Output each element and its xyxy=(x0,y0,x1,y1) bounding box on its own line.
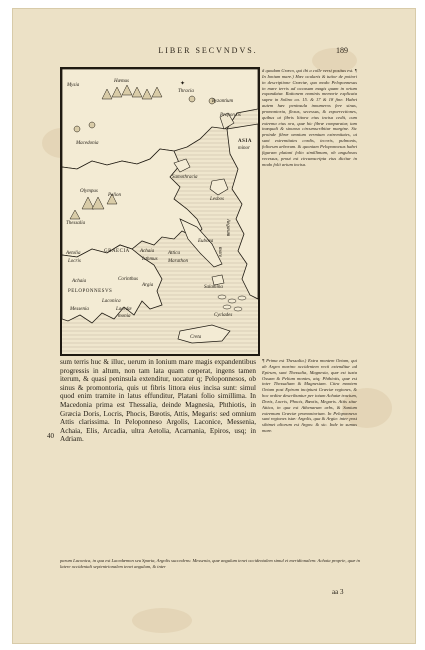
map-label-achaia-pelop: Achaia xyxy=(72,279,87,284)
map-label-pelion: Pelion xyxy=(108,193,122,198)
map-label-asia: ASIA xyxy=(238,139,252,144)
map-label-peloponnesus: PELOPONNESVS xyxy=(68,289,113,294)
running-head: LIBER SECVNDVS. xyxy=(158,46,258,55)
map-drawing xyxy=(62,69,258,354)
map-label-macedonia: Macedonia xyxy=(76,141,99,146)
line-number-marker: 40 xyxy=(47,432,54,440)
map-label-corinthus: Corinthus xyxy=(118,277,139,282)
map-label-thracia: Thracia xyxy=(178,89,194,94)
commentary-lower: ¶ Prima est Thessalia.) Extra montem Oetam, qui ab Argeo marino occidentem recti extenditur ad Epirum, sunt Thessalia, Magnesia, quæ est iuxta Ossam & Pelium montes, atq; Phthiotis, quæ est inter Thessaliam & Magnesiam. Citra montem Oetam post Epirum incipiunt Græciæ regiones, & hoc ordine describuntur per totum Achaiæ tractum, Doris, Locris, Phocis, Bœotis, Megaris. Attis situr Attica, in qua est Athenarum urbs, & Sunium extremum Græciæ promontorium. In Peloponneso sunt regiones istæ: Argolis, qua & Argia: inter post sibimet aliorum est Argos: & sic. Inde in sumus mare. xyxy=(262,358,357,434)
map-label-messenia: Messenia xyxy=(70,307,89,312)
map-label-haemus: Hæmus xyxy=(114,79,130,84)
map-label-argia: Argia xyxy=(142,283,154,288)
island-salamina xyxy=(212,275,224,285)
map-label-asia-minor: minor xyxy=(238,146,250,151)
map-label-locris: Locris xyxy=(68,259,81,264)
map-label-propontis: Propon tis xyxy=(220,113,241,118)
map-label-olympus: Olympus xyxy=(80,189,98,194)
woodcut-map-of-greece xyxy=(60,67,260,356)
map-label-laconica: Laconica xyxy=(102,299,121,304)
map-label-monia: monia xyxy=(118,314,131,319)
map-label-creta: Creta xyxy=(190,335,202,340)
map-label-cyclades: Cyclades xyxy=(214,313,233,318)
commentary-footer: parum Laconica, in qua est Lacedæmon seu Sparta, Argolis succedens: Messenia, quæ angulum tenet occidentalem simul et meridionalem: Achaia proprie, quæ in latere occidentali septentrionalem tenet angulum, & inter xyxy=(60,558,360,569)
map-label-byzantium: Byzantium xyxy=(212,99,234,104)
map-label-lesbos: Lesbos xyxy=(210,197,224,202)
page-number: 189 xyxy=(336,46,348,55)
map-label-samothracia: Samothracia xyxy=(172,175,198,180)
map-label-aetolia: Aetolia xyxy=(66,251,81,256)
map-label-euboea: Euboea xyxy=(198,239,214,244)
main-body-text: sum terris huc & illuc, uerum in Ionium mare magis expandentibus progressis in altum, non tam lata quam cœperat, ingens tamen iterum, & quasi peninsula extenditur, uocatur q; Peloponnesos, ob sinus & promontoria, quis ut fibris littora eius incisa sunt: simul quod enim tramite in latus effunditur, Platani folio simillima. In Macedonia prima est Thessalia, deinde Magnesia, Phthiotis, in Græcia Doris, Locris, Phocis, Bœotis, Attis, Megaris: sed omnium Attis clarissima. In Peloponneso Argolis, Laconice, Messenia, Achaia, Elis, Arcadia, ultra Aetolia, Acarnania, Epiros, usq; in Adriam. xyxy=(60,358,256,444)
map-label-isthmus: Isthmus xyxy=(142,257,158,262)
map-label-marathon: Marathon xyxy=(168,259,188,264)
map-label-mysia: Mysia xyxy=(67,83,80,88)
map-label-achaia: Achaia xyxy=(140,249,155,254)
map-label-mare: mare xyxy=(217,247,222,258)
map-label-thessalia: Thessalia xyxy=(66,221,86,226)
svg-text:✦: ✦ xyxy=(180,80,186,87)
commentary-upper: ã quodam Græco, qui ibi a colle versi positus est. ¶ In Ionium mare.) Hæc ocularis & tutior de potiori in descriptione Græciæ, quo modo Peloponnesus in mare terris ad occasum magis quam in ortum expandatur. Rationem nominis memorie explicata supra in Solino ca. 15. & 17 & 18 fine. Habet autem hæc peninsula innumeros fere sinus, promontoria, flexus, secessus, & exporrectiones, quibus ut fibris littora eius incisa cedit, cum extrema eius ora, quæ hic fibræ comparatur, tam inæquali & sinuoso circumscribitur margine. Sic proinde fibræ omnium vermium extremitates, ut sunt extremitates cordis, iecoris, pulmonis, foliorum arborum. & quoniam Peloponnesus habet figuram platani folio simillimam, ob angulosos recessus, prout est circumscripta eius dicitur in modo folii arium incisa. xyxy=(262,68,357,167)
map-label-graecia: GRAECIA xyxy=(104,249,130,254)
signature-mark: aa 3 xyxy=(332,588,344,596)
map-label-salamina: Salamina xyxy=(204,285,223,290)
map-label-attica: Attica xyxy=(168,251,180,256)
page-header xyxy=(108,46,348,60)
map-label-lacedae: Lacedæ xyxy=(116,307,132,312)
map-label-aegaeum: Aegæum xyxy=(225,219,230,237)
